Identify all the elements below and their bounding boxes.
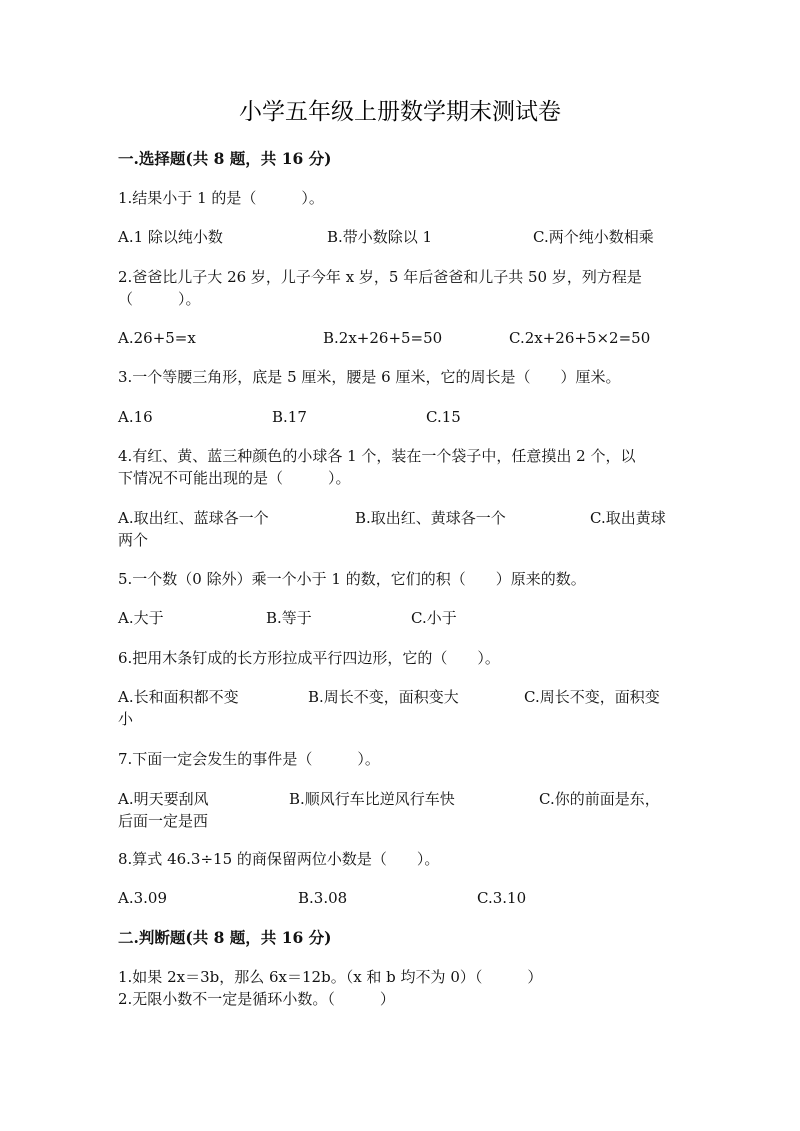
question-2-option-a: A.26+5=x	[118, 329, 196, 347]
judge-item-2: 2.无限小数不一定是循环小数。（ ）	[118, 990, 395, 1008]
question-7-option-b: B.顺风行车比逆风行车快	[289, 790, 455, 808]
page-title: 小学五年级上册数学期末测试卷	[239, 99, 561, 125]
question-4-stem-line1: 4.有红、黄、蓝三种颜色的小球各 1 个，装在一个袋子中，任意摸出 2 个，以	[118, 447, 636, 465]
question-1-option-c: C.两个纯小数相乘	[533, 228, 654, 246]
section-heading-choice: 一.选择题(共 8 题，共 16 分)	[118, 149, 332, 168]
question-3-option-a: A.16	[118, 408, 153, 426]
question-2-option-c: C.2x+26+5×2=50	[509, 329, 651, 347]
question-8-option-c: C.3.10	[477, 889, 527, 907]
question-5-stem: 5.一个数（0 除外）乘一个小于 1 的数，它们的积（ ）原来的数。	[118, 570, 586, 588]
question-6-option-c: C.周长不变，面积变	[524, 688, 660, 706]
question-2-option-b: B.2x+26+5=50	[323, 329, 443, 347]
question-7-option-c-wrap: 后面一定是西	[118, 812, 209, 830]
question-4-option-a: A.取出红、蓝球各一个	[118, 509, 269, 527]
question-6-option-a: A.长和面积都不变	[118, 688, 239, 706]
question-8-option-b: B.3.08	[298, 889, 348, 907]
question-4-option-c: C.取出黄球	[590, 509, 666, 527]
section-heading-judge: 二.判断题(共 8 题，共 16 分)	[118, 928, 332, 947]
question-5-option-b: B.等于	[266, 609, 312, 627]
question-7-option-c: C.你的前面是东，	[539, 790, 660, 808]
question-6-option-c-wrap: 小	[118, 710, 134, 728]
question-7-option-a: A.明天要刮风	[118, 790, 209, 808]
question-8-stem: 8.算式 46.3÷15 的商保留两位小数是（ ）。	[118, 850, 440, 868]
question-4-option-b: B.取出红、黄球各一个	[355, 509, 506, 527]
question-1-option-b: B.带小数除以 1	[327, 228, 433, 246]
question-6-stem: 6.把用木条钉成的长方形拉成平行四边形，它的（ ）。	[118, 649, 500, 667]
question-3-option-b: B.17	[272, 408, 307, 426]
question-1-option-a: A.1 除以纯小数	[118, 228, 223, 246]
question-3-stem: 3.一个等腰三角形，底是 5 厘米，腰是 6 厘米，它的周长是（ ）厘米。	[118, 368, 621, 386]
question-7-stem: 7.下面一定会发生的事件是（ ）。	[118, 750, 380, 768]
question-4-stem-line2: 下情况不可能出现的是（ ）。	[118, 469, 351, 487]
question-5-option-a: A.大于	[118, 609, 164, 627]
question-8-option-a: A.3.09	[118, 889, 167, 907]
question-2-stem-line1: 2.爸爸比儿子大 26 岁，儿子今年 x 岁，5 年后爸爸和儿子共 50 岁，列方程是	[118, 268, 642, 286]
question-5-option-c: C.小于	[411, 609, 457, 627]
question-6-option-b: B.周长不变，面积变大	[308, 688, 459, 706]
question-2-stem-line2: （ ）。	[118, 290, 201, 308]
question-1-stem: 1.结果小于 1 的是（ ）。	[118, 189, 324, 207]
question-4-option-c-wrap: 两个	[118, 531, 149, 549]
question-3-option-c: C.15	[426, 408, 461, 426]
judge-item-1: 1.如果 2x＝3b，那么 6x＝12b。（x 和 b 均不为 0）（ ）	[118, 968, 543, 986]
